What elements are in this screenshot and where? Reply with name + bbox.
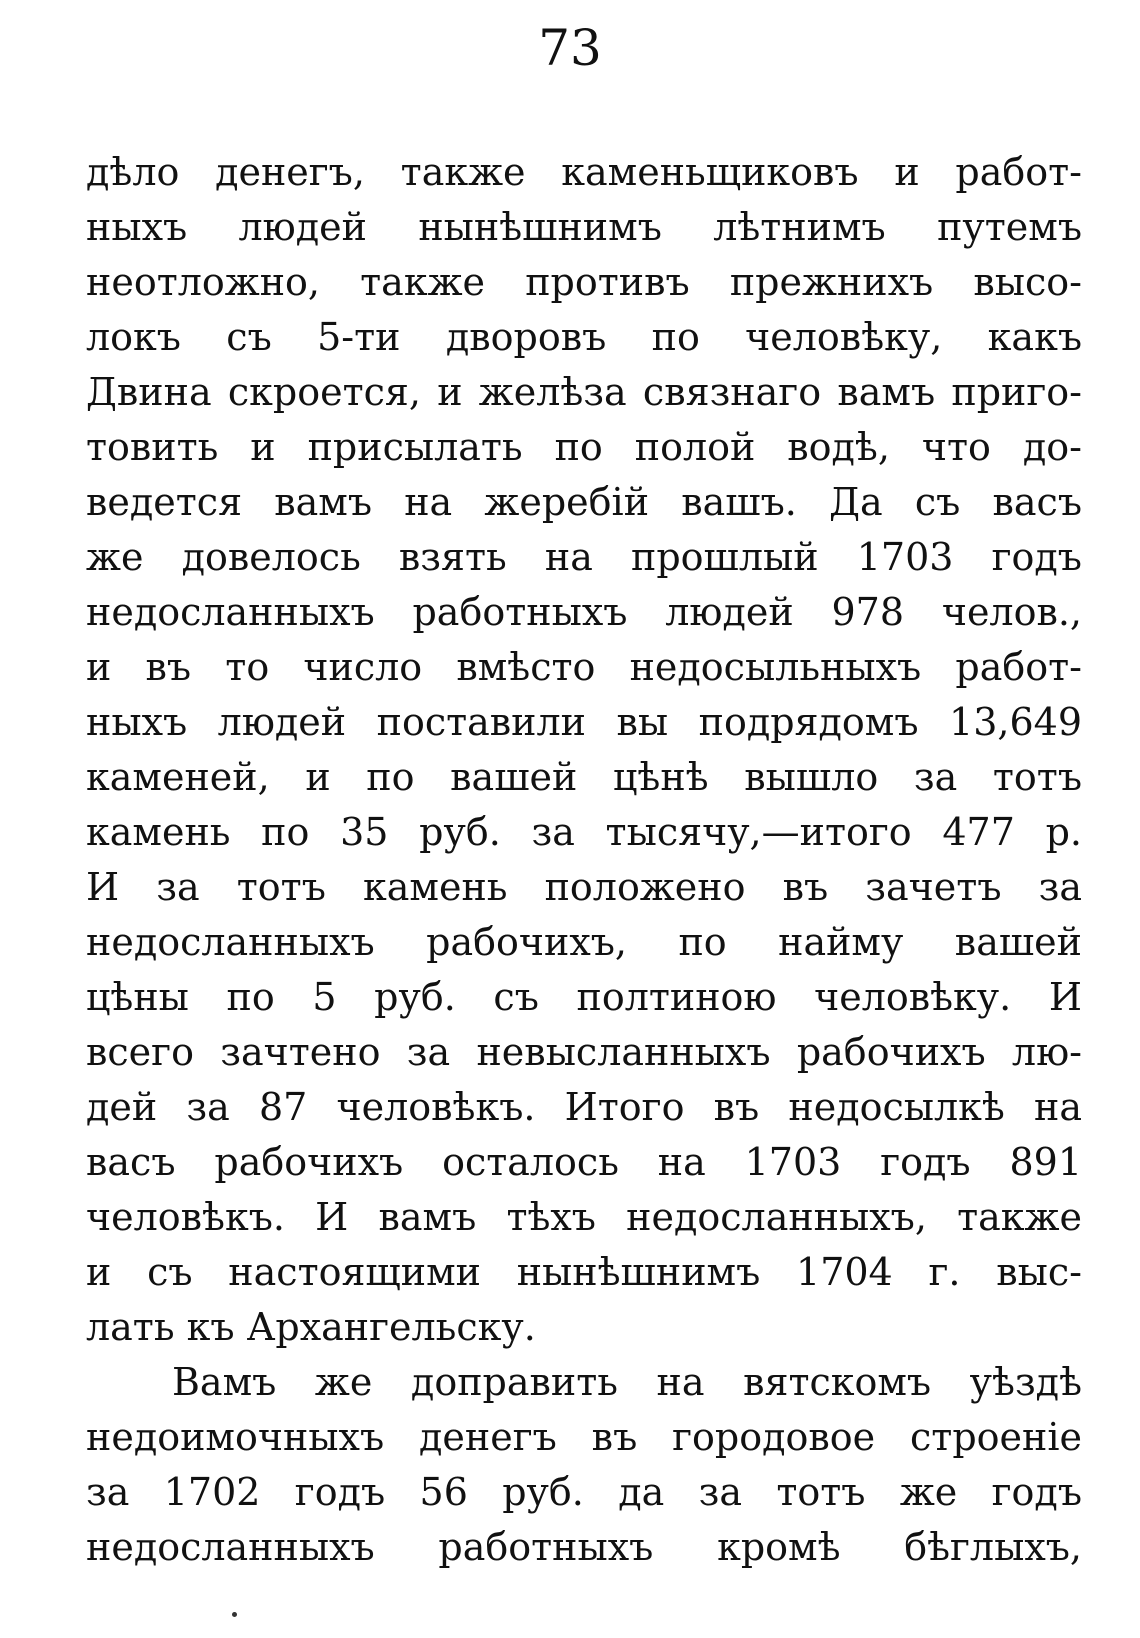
paragraph-1 <box>86 145 1082 1355</box>
text-line: ведется вамъ на жеребій вашъ. Да съ васъ <box>86 480 1082 524</box>
text-line: товить и присылать по полой водѣ, что до- <box>86 425 1082 469</box>
page-number: 73 <box>538 19 602 77</box>
ink-speck <box>232 1612 237 1617</box>
text-line: локъ съ 5-ти дворовъ по человѣку, какъ <box>86 315 1082 359</box>
text-line: Двина скроется, и желѣза связнаго вамъ приго- <box>86 370 1082 414</box>
text-line: каменей, и по вашей цѣнѣ вышло за тотъ <box>86 755 1082 799</box>
paragraph-2 <box>86 1355 1082 1575</box>
text-line: недосланныхъ работныхъ людей 978 челов., <box>86 590 1082 634</box>
text-line: и въ то число вмѣсто недосыльныхъ работ- <box>86 645 1082 689</box>
text-line: Вамъ же доправить на вятскомъ уѣздѣ <box>172 1360 1082 1404</box>
text-line: за 1702 годъ 56 руб. да за тотъ же годъ <box>86 1470 1082 1514</box>
text-line: недоимочныхъ денегъ въ городовое строеніе <box>86 1415 1082 1459</box>
text-line: неотложно, также противъ прежнихъ высо- <box>86 260 1082 304</box>
text-line: ныхъ людей поставили вы подрядомъ 13,649 <box>86 700 1082 744</box>
text-line: цѣны по 5 руб. съ полтиною человѣку. И <box>86 975 1082 1019</box>
text-line: камень по 35 руб. за тысячу,—итого 477 р. <box>86 810 1082 854</box>
text-line: человѣкъ. И вамъ тѣхъ недосланныхъ, также <box>86 1195 1082 1239</box>
text-line: дей за 87 человѣкъ. Итого въ недосылкѣ на <box>86 1085 1082 1129</box>
text-line: недосланныхъ рабочихъ, по найму вашей <box>86 920 1082 964</box>
text-line: и съ настоящими нынѣшнимъ 1704 г. выс- <box>86 1250 1082 1294</box>
text-line: лать къ Архангельску. <box>86 1305 536 1349</box>
text-line: ныхъ людей нынѣшнимъ лѣтнимъ путемъ <box>86 205 1082 249</box>
text-line: васъ рабочихъ осталось на 1703 годъ 891 <box>86 1140 1082 1184</box>
text-line: всего зачтено за невысланныхъ рабочихъ лю- <box>86 1030 1082 1074</box>
text-line: дѣло денегъ, также каменьщиковъ и работ- <box>86 150 1082 194</box>
text-line: недосланныхъ работныхъ кромѣ бѣглыхъ, <box>86 1525 1082 1569</box>
body-text <box>86 145 1082 1575</box>
text-line: И за тотъ камень положено въ зачетъ за <box>86 865 1082 909</box>
text-line: же довелось взять на прошлый 1703 годъ <box>86 535 1082 579</box>
